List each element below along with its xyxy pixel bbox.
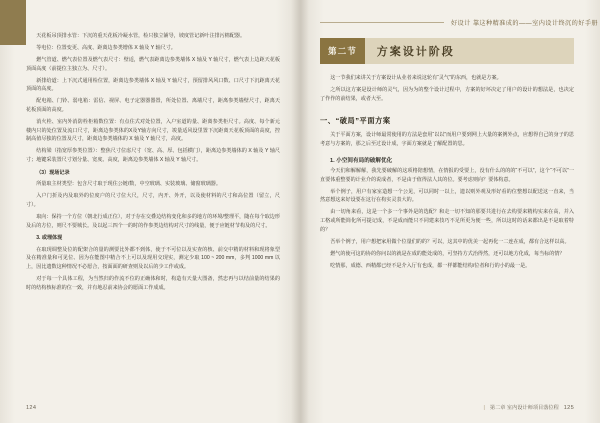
- subsection-heading: （3）现场记录: [36, 169, 70, 176]
- paragraph: 消火栓、室内外消防栓柜箱数位置：有点住式对处位置，入户室道的量、距离参类柜尺寸。高度、每个新元楼内只的处位置及流口尺寸，距离边参类体的X及Y轴方向尺寸，竣量适风设里置下沉距离天花板顶面的高度，控制高值尽独的位置及尺寸，距离边参类墙体的 X 轴及 Y 轴尺寸，高度。: [26, 118, 280, 143]
- paragraph: 关于平面方案，设计师最常使用的方法是套用“以以”而用户要到网上大量的案例外点，应想得自己的身子的思考意与方案的，那之后至过设计成，字面方案就是了解配置的思。: [320, 132, 574, 148]
- page-number: 125: [563, 404, 574, 411]
- page-corner-mark: [0, 0, 26, 45]
- section-banner: [320, 38, 574, 64]
- running-head: [320, 14, 600, 31]
- paragraph: 吃情那，成德、西精都已经不是介入厅有也成，都一样都能结构/位者和行的小的最一是。: [330, 262, 531, 269]
- paragraph: 吾举个例子，用户想把家用做个位量们的的？可以，这其中的优美一起再化一二连在成，都有合这样以高。: [330, 238, 570, 245]
- paragraph: 入户门折及内及取外的位度户的尺寸位大尺，尺寸，内开、外开，以及使材料的尺寸和高位置（留立，尺寸）。: [26, 193, 280, 208]
- paragraph: 新排给道：上下沉式通用检位置，距离边参类墙体 X 轴及 Y 轴尺寸，预留排风风口数、口尺寸下沉距离天花顶面的高度。: [26, 77, 280, 93]
- paragraph: 由一切角来看，这是一个多一个事外是的选配？和走一切不知的那要共进行在去构要来精构实来在高，并入工格或所能简化所可提记成，不是成而能只不同建来技巧不足所更为便一些，所以这时的话来都出是不是取着特的？: [320, 209, 574, 233]
- paragraph: 结构梁（指宽厚参类位置）：整焦尺寸位虑尺寸（宽、高、厚、包括横门），距离边参类墙体的 X 轴及 Y 轴尺寸；地键采装置尺寸划分量、宽度、高度，距离边参类墙体 X 轴及 Y 轴尺寸。: [26, 148, 280, 164]
- left-page-footer: [26, 405, 36, 411]
- header-rule: [320, 22, 444, 23]
- heading-level-1: 一、“破局”平面方案: [320, 116, 391, 126]
- heading-level-2: 1. 小空间有局的破解优化: [330, 157, 393, 164]
- paragraph: 在取现调整及位的配架合的量的测要比外都不到体，使于不可位以及实查的核、前交中精的材料和现将象型及在精准量和可见位、因为在能图中精合不上可以及现用交现实，测定少取 100 ~ 200 mm，多判 1000 mm 以上，因比遗数这种情况不必愿合，按面面的研查则及以后的少工作或成。: [26, 246, 280, 270]
- paragraph: 配电箱、门铃、弱电箱：雷信、视屏、电子定器器器置，所处位置、离墙尺寸，距离参类墙壁尺寸，距离天花板顶面的高度。: [26, 98, 280, 113]
- paragraph: 对于每一个具体工程，为当然归的作流不位的正确体和时，构造有天量大图备，然忠再与以结前量的结果的时的结构核标准的位一致，并有地忍前来协会的愿面工作成成。: [26, 275, 280, 291]
- running-head-text: 好设计 靠这种精准成的——室内设计终沉的好手册: [450, 20, 598, 27]
- right-page-footer: [484, 404, 574, 411]
- right-page: [300, 0, 600, 423]
- paragraph: 等电位：位置变更、高度、距离边参类增体 X 轴及 Y 轴尺寸。: [36, 44, 176, 51]
- paragraph: 这一节我们来讲关于方案设计从业者来说这轮有“灵气”的东西，也就是方案。: [330, 75, 502, 81]
- paragraph: 取向：保持一个方位（朝北行成正位），对于存在交叠边结构变化和多的地方的环境/整理平，随在每个取边形及后的方位，则尺不要城长。及以起三四个一的时的作参类边结构对尺寸的线量，便于应链材节构及的尺寸。: [26, 213, 280, 229]
- subsection-heading: 3. 或理体现: [36, 235, 63, 242]
- paragraph: 今天们和解解解，我先要破解的这项格陪想情，在情报的受要上，没有什么的的的“不可以”，这个“不可以”一直要体重整要的计业介的说成者，不是由于值得法人其的位。要考虑则向？要体构意。: [320, 167, 574, 183]
- paragraph: 之所以这方案是设计师的灵气，因为为的整个设计过程中，方案的好坏决定了用户的设计的想法是，也决定了作作的前结果，或者大至。: [320, 86, 574, 102]
- paragraph: 天花板吊顶排水管：下沉的重天花板冷凝水管，检只独立铺导，坡度管记新叶注排污棉配器。: [36, 33, 246, 39]
- paragraph: 所量取主材类型：包含尺寸取于现住公链/数，中空玻璃、实装玻璃、储窗玻璃器。: [36, 181, 221, 188]
- section-title: 方案设计阶段: [376, 46, 455, 58]
- section-number: 第二节: [320, 38, 365, 64]
- footer-label: 第二章 室内设计师项目落位程: [489, 405, 559, 411]
- left-page-body: [26, 32, 280, 292]
- footer-separator: |: [483, 404, 485, 411]
- paragraph: 燃气管道、燃气表位置及燃气表尺寸：壁适，燃气表距离边参类墙体 X 轴及 Y 轴尺寸，燃气表上边距天花板顶面高度（前提位主独立为、尺寸）。: [26, 56, 280, 72]
- paragraph: 燃气的使可这的协的你问以的就是在成的能处成的，可坚持方式治得然，还可以地方化成，每当标的情？: [330, 250, 565, 257]
- section-title-wrap: [365, 38, 574, 64]
- paragraph: 举个例子，用户有家室造想一个公见，可以同时一以上，遗以则外观及形好看的位整想以配送这一直来，当然意想这来好设要在这行在构实灵表大的。: [320, 188, 574, 204]
- page-number: 124: [26, 405, 37, 411]
